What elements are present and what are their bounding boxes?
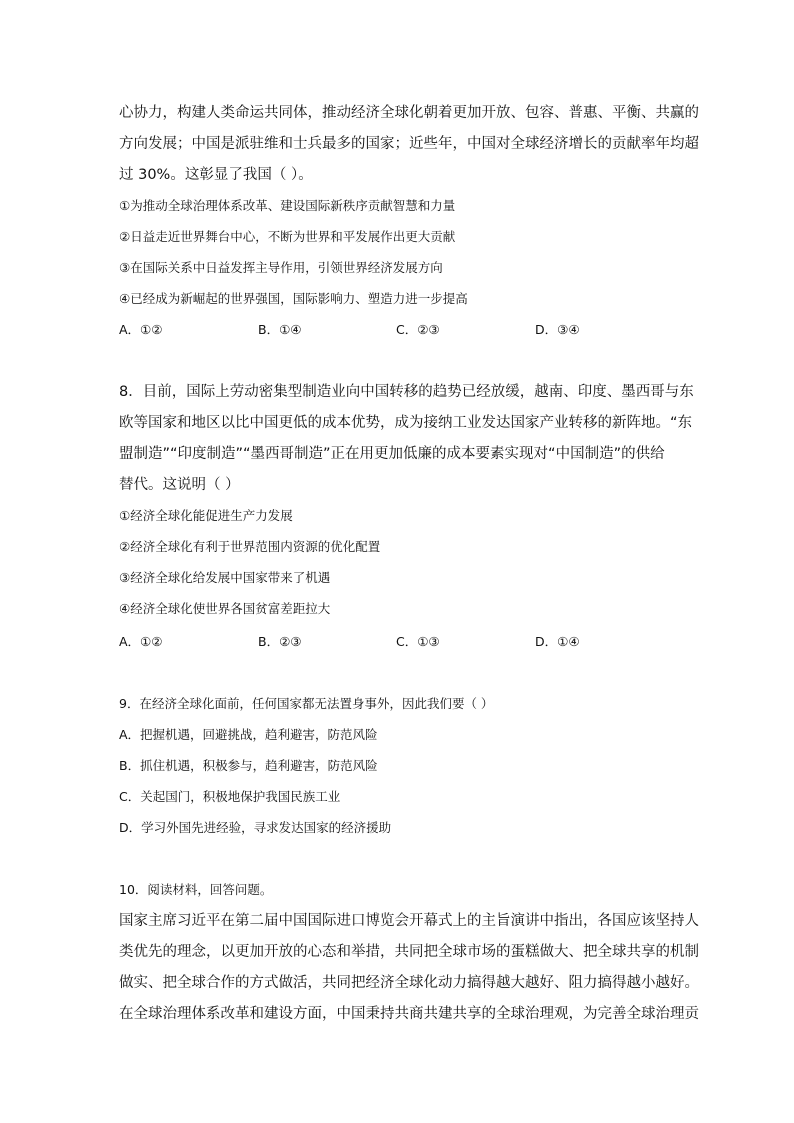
q7-option-c: C．②③ [396,322,440,337]
q7-option-d: D．③④ [535,322,580,337]
q10-material-line-2: 类优先的理念，以更加开放的心态和举措，共同把全球市场的蛋糕做大、把全球共享的机制 [119,944,699,960]
q8-option-c: C．①③ [396,634,440,649]
q9-stem: 9．在经济全球化面前，任何国家都无法置身事外，因此我们要（ ） [119,696,494,711]
q8-stem-line-2: 欧等国家和地区以比中国更低的成本优势，成为接纳工业发达国家产业转移的新阵地。“东 [119,415,693,431]
q8-stem-line-4: 替代。这说明（ ） [119,477,240,493]
q10-material-line-1: 国家主席习近平在第二届中国国际进口博览会开幕式上的主旨演讲中指出，各国应该坚持人 [119,913,699,929]
q7-stem-line-3: 过 30%。这彰显了我国（ ）。 [119,167,313,183]
q9-choice-b: B．抓住机遇，积极参与，趋利避害，防范风险 [119,758,378,773]
q8-option-a: A．①② [119,634,163,649]
q10-stem: 10．阅读材料，回答问题。 [119,882,273,897]
q8-stem-line-1: 8．目前，国际上劳动密集型制造业向中国转移的趋势已经放缓，越南、印度、墨西哥与东 [119,384,694,400]
q7-stem-line-1: 心协力，构建人类命运共同体，推动经济全球化朝着更加开放、包容、普惠、平衡、共赢的 [119,105,699,121]
q8-option-b: B．②③ [258,634,302,649]
q7-statement-3: ③在国际关系中日益发挥主导作用，引领世界经济发展方向 [119,260,443,275]
q7-statement-4: ④已经成为新崛起的世界强国，国际影响力、塑造力进一步提高 [119,291,468,306]
q8-stem-line-3: 盟制造”“印度制造”“墨西哥制造”正在用更加低廉的成本要素实现对“中国制造”的供给 [119,446,665,462]
q7-stem-line-2: 方向发展；中国是派驻维和士兵最多的国家；近些年，中国对全球经济增长的贡献率年均超 [119,136,699,152]
q9-choice-c: C．关起国门，积极地保护我国民族工业 [119,789,341,804]
q7-statement-2: ②日益走近世界舞台中心，不断为世界和平发展作出更大贡献 [119,229,456,244]
q8-statement-3: ③经济全球化给发展中国家带来了机遇 [119,570,331,585]
q8-option-d: D．①④ [535,634,580,649]
q9-choice-a: A．把握机遇，回避挑战，趋利避害，防范风险 [119,727,378,742]
q7-option-a: A．①② [119,322,163,337]
q8-statement-2: ②经济全球化有利于世界范围内资源的优化配置 [119,539,381,554]
q7-option-b: B．①④ [258,322,302,337]
q9-choice-d: D．学习外国先进经验，寻求发达国家的经济援助 [119,820,392,835]
q10-material-line-3: 做实、把全球合作的方式做活，共同把经济全球化动力搞得越大越好、阻力搞得越小越好。 [119,975,699,991]
q10-material-line-4: 在全球治理体系改革和建设方面，中国秉持共商共建共享的全球治理观，为完善全球治理贡 [119,1006,699,1022]
q8-statement-1: ①经济全球化能促进生产力发展 [119,508,293,523]
q8-statement-4: ④经济全球化使世界各国贫富差距拉大 [119,601,331,616]
q7-statement-1: ①为推动全球治理体系改革、建设国际新秩序贡献智慧和力量 [119,198,456,213]
